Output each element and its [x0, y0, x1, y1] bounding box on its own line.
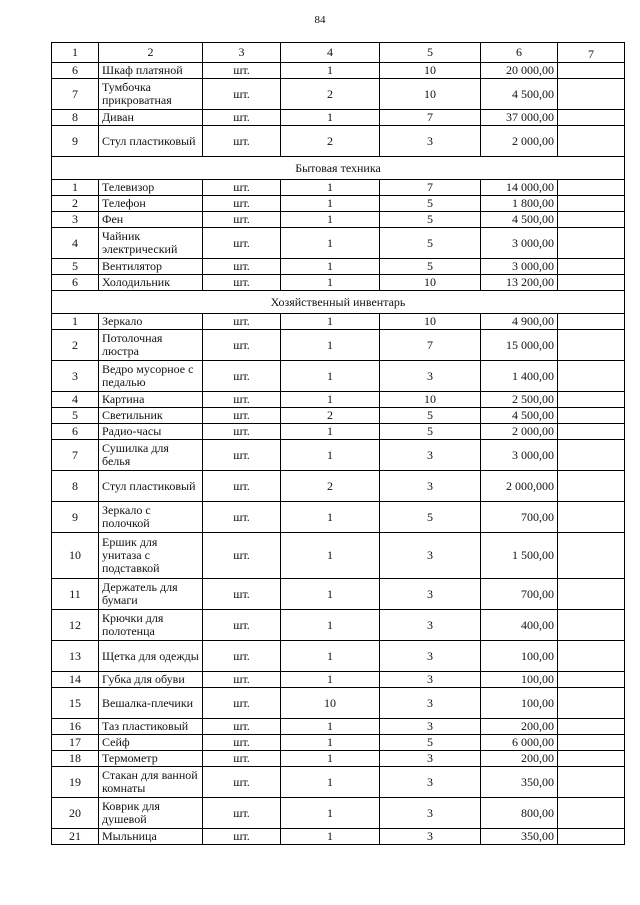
empty-cell-7	[558, 610, 625, 641]
empty-cell-7	[558, 79, 625, 110]
price-cell: 350,00	[481, 767, 558, 798]
item-name-cell: Шкаф платяной	[99, 63, 203, 79]
table-row	[52, 502, 625, 533]
unit-of-measure-cell: шт.	[203, 767, 281, 798]
header-cell-5: 5	[380, 43, 481, 63]
price-cell: 800,00	[481, 798, 558, 829]
quantity-cell: 1	[281, 392, 380, 408]
item-name-cell: Губка для обуви	[99, 672, 203, 688]
price-cell: 100,00	[481, 641, 558, 672]
section-header-row	[52, 157, 625, 180]
unit-of-measure-cell: шт.	[203, 330, 281, 361]
quantity-cell: 1	[281, 424, 380, 440]
header-cell-3: 3	[203, 43, 281, 63]
row-number-cell: 21	[52, 829, 99, 845]
quantity-cell: 1	[281, 751, 380, 767]
empty-cell-7	[558, 180, 625, 196]
row-number-cell: 7	[52, 79, 99, 110]
item-name-cell: Вешалка-плечики	[99, 688, 203, 719]
row-number-cell: 6	[52, 424, 99, 440]
item-name-cell: Держатель для бумаги	[99, 579, 203, 610]
table-row	[52, 579, 625, 610]
item-name-cell: Диван	[99, 110, 203, 126]
item-name-cell: Потолочная люстра	[99, 330, 203, 361]
quantity-cell: 1	[281, 798, 380, 829]
price-cell: 4 500,00	[481, 79, 558, 110]
price-cell: 3 000,00	[481, 259, 558, 275]
price-cell: 400,00	[481, 610, 558, 641]
item-name-cell: Холодильник	[99, 275, 203, 291]
service-life-cell: 3	[380, 610, 481, 641]
empty-cell-7	[558, 672, 625, 688]
service-life-cell: 7	[380, 110, 481, 126]
row-number-cell: 2	[52, 330, 99, 361]
item-name-cell: Ершик для унитаза с подставкой	[99, 533, 203, 579]
item-name-cell: Мыльница	[99, 829, 203, 845]
empty-cell-7	[558, 641, 625, 672]
service-life-cell: 10	[380, 314, 481, 330]
empty-cell-7	[558, 719, 625, 735]
price-cell: 4 500,00	[481, 212, 558, 228]
section-title: Хозяйственный инвентарь	[52, 291, 625, 314]
price-cell: 700,00	[481, 502, 558, 533]
empty-cell-7	[558, 798, 625, 829]
service-life-cell: 5	[380, 408, 481, 424]
price-cell: 15 000,00	[481, 330, 558, 361]
price-cell: 37 000,00	[481, 110, 558, 126]
quantity-cell: 1	[281, 440, 380, 471]
service-life-cell: 7	[380, 180, 481, 196]
quantity-cell: 1	[281, 196, 380, 212]
unit-of-measure-cell: шт.	[203, 361, 281, 392]
empty-cell-7	[558, 196, 625, 212]
price-cell: 2 000,00	[481, 126, 558, 157]
table-row	[52, 641, 625, 672]
quantity-cell: 2	[281, 408, 380, 424]
service-life-cell: 3	[380, 641, 481, 672]
price-cell: 2 000,000	[481, 471, 558, 502]
unit-of-measure-cell: шт.	[203, 126, 281, 157]
table-row	[52, 126, 625, 157]
unit-of-measure-cell: шт.	[203, 502, 281, 533]
row-number-cell: 3	[52, 361, 99, 392]
service-life-cell: 10	[380, 79, 481, 110]
price-cell: 3 000,00	[481, 228, 558, 259]
item-name-cell: Чайник электрический	[99, 228, 203, 259]
service-life-cell: 5	[380, 196, 481, 212]
unit-of-measure-cell: шт.	[203, 688, 281, 719]
row-number-cell: 4	[52, 228, 99, 259]
item-name-cell: Зеркало	[99, 314, 203, 330]
price-cell: 6 000,00	[481, 735, 558, 751]
table-row	[52, 212, 625, 228]
service-life-cell: 5	[380, 228, 481, 259]
empty-cell-7	[558, 579, 625, 610]
service-life-cell: 3	[380, 361, 481, 392]
quantity-cell: 1	[281, 579, 380, 610]
quantity-cell: 1	[281, 502, 380, 533]
item-name-cell: Телефон	[99, 196, 203, 212]
price-cell: 1 400,00	[481, 361, 558, 392]
row-number-cell: 7	[52, 440, 99, 471]
service-life-cell: 3	[380, 719, 481, 735]
empty-cell-7	[558, 361, 625, 392]
price-cell: 200,00	[481, 751, 558, 767]
item-name-cell: Термометр	[99, 751, 203, 767]
unit-of-measure-cell: шт.	[203, 533, 281, 579]
unit-of-measure-cell: шт.	[203, 408, 281, 424]
empty-cell-7	[558, 110, 625, 126]
table-row	[52, 440, 625, 471]
unit-of-measure-cell: шт.	[203, 719, 281, 735]
price-cell: 4 500,00	[481, 408, 558, 424]
price-cell: 14 000,00	[481, 180, 558, 196]
item-name-cell: Ведро мусорное с педалью	[99, 361, 203, 392]
row-number-cell: 5	[52, 408, 99, 424]
quantity-cell: 10	[281, 688, 380, 719]
service-life-cell: 3	[380, 126, 481, 157]
price-cell: 20 000,00	[481, 63, 558, 79]
table-row	[52, 767, 625, 798]
quantity-cell: 1	[281, 767, 380, 798]
row-number-cell: 11	[52, 579, 99, 610]
empty-cell-7	[558, 330, 625, 361]
unit-of-measure-cell: шт.	[203, 471, 281, 502]
quantity-cell: 1	[281, 672, 380, 688]
empty-cell-7	[558, 471, 625, 502]
price-cell: 3 000,00	[481, 440, 558, 471]
table-row	[52, 533, 625, 579]
price-cell: 200,00	[481, 719, 558, 735]
empty-cell-7	[558, 314, 625, 330]
row-number-cell: 17	[52, 735, 99, 751]
table-row	[52, 829, 625, 845]
price-cell: 350,00	[481, 829, 558, 845]
unit-of-measure-cell: шт.	[203, 259, 281, 275]
unit-of-measure-cell: шт.	[203, 180, 281, 196]
quantity-cell: 1	[281, 829, 380, 845]
header-cell-1: 1	[52, 43, 99, 63]
service-life-cell: 5	[380, 502, 481, 533]
row-number-cell: 6	[52, 275, 99, 291]
service-life-cell: 3	[380, 579, 481, 610]
unit-of-measure-cell: шт.	[203, 110, 281, 126]
empty-cell-7	[558, 502, 625, 533]
empty-cell-7	[558, 424, 625, 440]
price-cell: 100,00	[481, 672, 558, 688]
item-name-cell: Тумбочка прикроватная	[99, 79, 203, 110]
empty-cell-7	[558, 126, 625, 157]
item-name-cell: Стул пластиковый	[99, 126, 203, 157]
empty-cell-7	[558, 440, 625, 471]
unit-of-measure-cell: шт.	[203, 829, 281, 845]
header-row	[52, 43, 625, 63]
service-life-cell: 3	[380, 829, 481, 845]
item-name-cell: Зеркало с полочкой	[99, 502, 203, 533]
price-cell: 4 900,00	[481, 314, 558, 330]
price-cell: 2 000,00	[481, 424, 558, 440]
row-number-cell: 5	[52, 259, 99, 275]
item-name-cell: Радио-часы	[99, 424, 203, 440]
table-row	[52, 63, 625, 79]
service-life-cell: 3	[380, 798, 481, 829]
row-number-cell: 19	[52, 767, 99, 798]
table-row	[52, 196, 625, 212]
section-title: Бытовая техника	[52, 157, 625, 180]
unit-of-measure-cell: шт.	[203, 579, 281, 610]
empty-cell-7	[558, 212, 625, 228]
empty-cell-7	[558, 533, 625, 579]
quantity-cell: 1	[281, 641, 380, 672]
table-row	[52, 314, 625, 330]
row-number-cell: 2	[52, 196, 99, 212]
unit-of-measure-cell: шт.	[203, 228, 281, 259]
quantity-cell: 1	[281, 228, 380, 259]
table-row	[52, 259, 625, 275]
table-row	[52, 735, 625, 751]
item-name-cell: Стакан для ванной комнаты	[99, 767, 203, 798]
quantity-cell: 1	[281, 63, 380, 79]
row-number-cell: 13	[52, 641, 99, 672]
row-number-cell: 1	[52, 314, 99, 330]
price-cell: 1 500,00	[481, 533, 558, 579]
row-number-cell: 14	[52, 672, 99, 688]
table-row	[52, 719, 625, 735]
unit-of-measure-cell: шт.	[203, 798, 281, 829]
empty-cell-7	[558, 63, 625, 79]
table-row	[52, 180, 625, 196]
service-life-cell: 7	[380, 330, 481, 361]
price-cell: 2 500,00	[481, 392, 558, 408]
row-number-cell: 1	[52, 180, 99, 196]
service-life-cell: 10	[380, 392, 481, 408]
quantity-cell: 1	[281, 314, 380, 330]
item-name-cell: Таз пластиковый	[99, 719, 203, 735]
header-cell-4: 4	[281, 43, 380, 63]
row-number-cell: 9	[52, 502, 99, 533]
quantity-cell: 1	[281, 361, 380, 392]
inventory-table	[51, 42, 625, 845]
empty-cell-7	[558, 767, 625, 798]
quantity-cell: 1	[281, 533, 380, 579]
item-name-cell: Стул пластиковый	[99, 471, 203, 502]
price-cell: 13 200,00	[481, 275, 558, 291]
unit-of-measure-cell: шт.	[203, 212, 281, 228]
table-row	[52, 672, 625, 688]
row-number-cell: 12	[52, 610, 99, 641]
quantity-cell: 1	[281, 275, 380, 291]
row-number-cell: 8	[52, 110, 99, 126]
quantity-cell: 1	[281, 610, 380, 641]
item-name-cell: Сушилка для белья	[99, 440, 203, 471]
service-life-cell: 3	[380, 767, 481, 798]
price-cell: 1 800,00	[481, 196, 558, 212]
service-life-cell: 10	[380, 63, 481, 79]
item-name-cell: Сейф	[99, 735, 203, 751]
table-row	[52, 228, 625, 259]
item-name-cell: Коврик для душевой	[99, 798, 203, 829]
table-body	[52, 43, 625, 845]
item-name-cell: Фен	[99, 212, 203, 228]
unit-of-measure-cell: шт.	[203, 275, 281, 291]
row-number-cell: 16	[52, 719, 99, 735]
price-cell: 700,00	[481, 579, 558, 610]
quantity-cell: 1	[281, 719, 380, 735]
item-name-cell: Щетка для одежды	[99, 641, 203, 672]
table-row	[52, 330, 625, 361]
table-row	[52, 471, 625, 502]
unit-of-measure-cell: шт.	[203, 79, 281, 110]
table-row	[52, 424, 625, 440]
unit-of-measure-cell: шт.	[203, 196, 281, 212]
row-number-cell: 18	[52, 751, 99, 767]
empty-cell-7	[558, 735, 625, 751]
table-row	[52, 392, 625, 408]
unit-of-measure-cell: шт.	[203, 672, 281, 688]
row-number-cell: 8	[52, 471, 99, 502]
quantity-cell: 2	[281, 126, 380, 157]
service-life-cell: 3	[380, 440, 481, 471]
table-row	[52, 408, 625, 424]
table-row	[52, 79, 625, 110]
empty-cell-7	[558, 751, 625, 767]
row-number-cell: 10	[52, 533, 99, 579]
table-row	[52, 110, 625, 126]
quantity-cell: 1	[281, 330, 380, 361]
unit-of-measure-cell: шт.	[203, 424, 281, 440]
page-number: 84	[314, 14, 326, 26]
service-life-cell: 3	[380, 533, 481, 579]
row-number-cell: 3	[52, 212, 99, 228]
service-life-cell: 3	[380, 751, 481, 767]
section-header-row	[52, 291, 625, 314]
service-life-cell: 10	[380, 275, 481, 291]
unit-of-measure-cell: шт.	[203, 314, 281, 330]
quantity-cell: 2	[281, 79, 380, 110]
item-name-cell: Вентилятор	[99, 259, 203, 275]
item-name-cell: Телевизор	[99, 180, 203, 196]
unit-of-measure-cell: шт.	[203, 440, 281, 471]
empty-cell-7	[558, 259, 625, 275]
table-row	[52, 751, 625, 767]
quantity-cell: 1	[281, 110, 380, 126]
empty-cell-7	[558, 829, 625, 845]
unit-of-measure-cell: шт.	[203, 751, 281, 767]
item-name-cell: Крючки для полотенца	[99, 610, 203, 641]
table-row	[52, 688, 625, 719]
header-cell-2: 2	[99, 43, 203, 63]
service-life-cell: 3	[380, 471, 481, 502]
table-row	[52, 275, 625, 291]
quantity-cell: 1	[281, 212, 380, 228]
row-number-cell: 15	[52, 688, 99, 719]
table-row	[52, 361, 625, 392]
row-number-cell: 20	[52, 798, 99, 829]
quantity-cell: 1	[281, 180, 380, 196]
row-number-cell: 4	[52, 392, 99, 408]
quantity-cell: 1	[281, 735, 380, 751]
quantity-cell: 2	[281, 471, 380, 502]
service-life-cell: 5	[380, 259, 481, 275]
empty-cell-7	[558, 688, 625, 719]
item-name-cell: Светильник	[99, 408, 203, 424]
service-life-cell: 3	[380, 688, 481, 719]
unit-of-measure-cell: шт.	[203, 63, 281, 79]
quantity-cell: 1	[281, 259, 380, 275]
table-row	[52, 798, 625, 829]
empty-cell-7	[558, 275, 625, 291]
service-life-cell: 5	[380, 735, 481, 751]
header-cell-7: 7	[558, 43, 625, 63]
empty-cell-7	[558, 392, 625, 408]
unit-of-measure-cell: шт.	[203, 735, 281, 751]
empty-cell-7	[558, 408, 625, 424]
unit-of-measure-cell: шт.	[203, 610, 281, 641]
service-life-cell: 3	[380, 672, 481, 688]
row-number-cell: 9	[52, 126, 99, 157]
service-life-cell: 5	[380, 424, 481, 440]
unit-of-measure-cell: шт.	[203, 641, 281, 672]
row-number-cell: 6	[52, 63, 99, 79]
header-cell-6: 6	[481, 43, 558, 63]
item-name-cell: Картина	[99, 392, 203, 408]
price-cell: 100,00	[481, 688, 558, 719]
table-row	[52, 610, 625, 641]
unit-of-measure-cell: шт.	[203, 392, 281, 408]
empty-cell-7	[558, 228, 625, 259]
service-life-cell: 5	[380, 212, 481, 228]
